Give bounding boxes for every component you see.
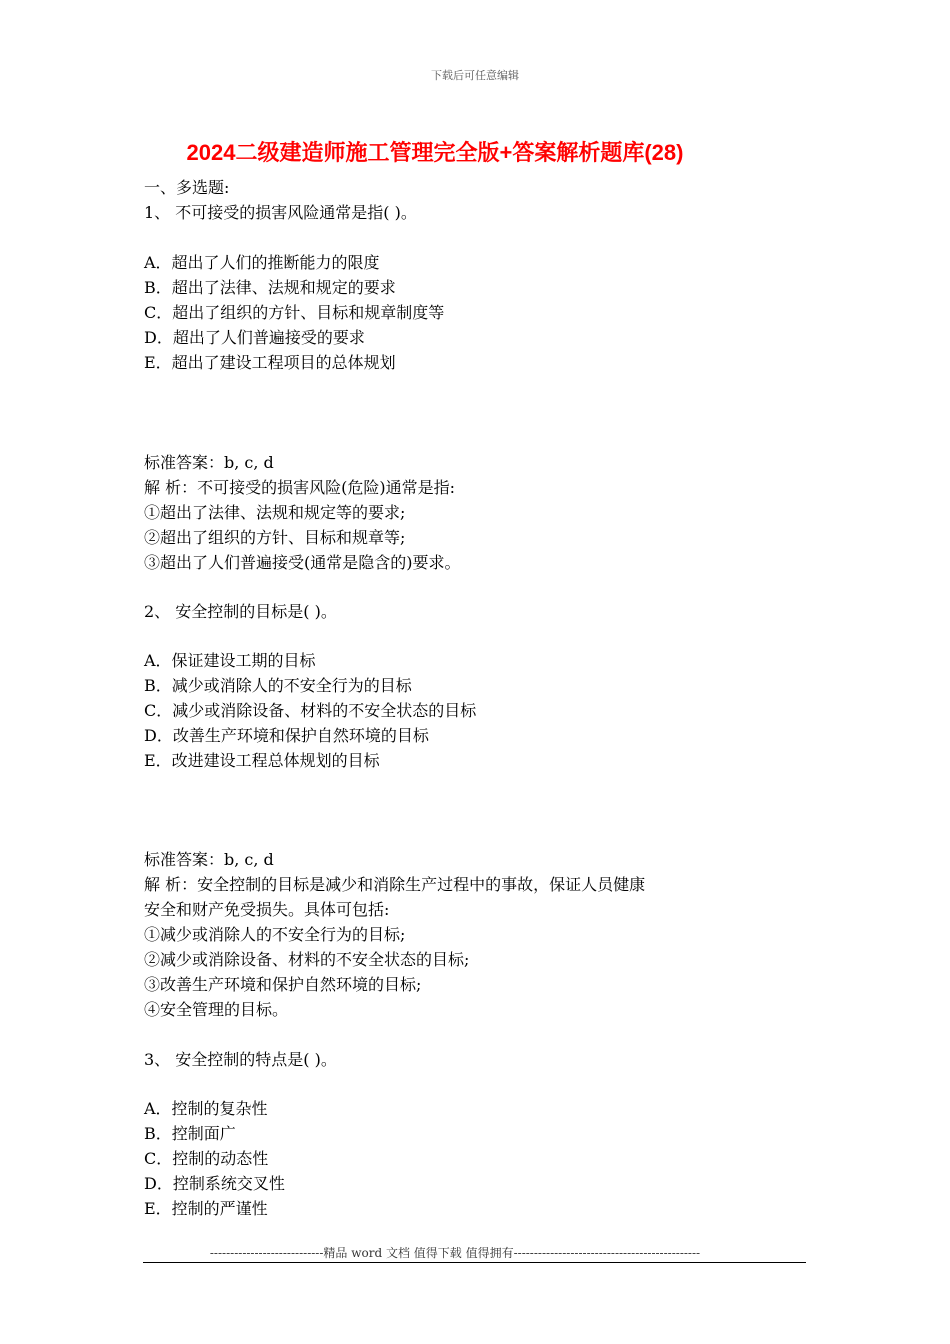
question-2-analysis-line: ④安全管理的目标。	[144, 1000, 289, 1019]
footer-divider	[143, 1262, 806, 1263]
question-1-option-e: E．超出了建设工程项目的总体规划	[144, 353, 396, 372]
question-2-option-d: D．改善生产环境和保护自然环境的目标	[144, 726, 429, 745]
question-1-analysis-line: 解 析：不可接受的损害风险(危险)通常是指:	[144, 478, 455, 497]
question-1-option-b: B．超出了法律、法规和规定的要求	[144, 278, 396, 297]
question-2-analysis-line: 安全和财产免受损失。具体可包括:	[144, 900, 390, 919]
question-1-analysis-line: ①超出了法律、法规和规定等的要求;	[144, 503, 406, 522]
question-1-option-a: A．超出了人们的推断能力的限度	[144, 253, 380, 272]
question-1-analysis-line: ②超出了组织的方针、目标和规章等;	[144, 528, 406, 547]
question-2-analysis-line: 解 析：安全控制的目标是减少和消除生产过程中的事故，保证人员健康	[144, 875, 646, 894]
question-2-option-b: B．减少或消除人的不安全行为的目标	[144, 676, 412, 695]
document-title: 2024二级建造师施工管理完全版+答案解析题库(28)	[186, 140, 684, 165]
question-3-option-b: B．控制面广	[144, 1124, 236, 1143]
question-3-option-e: E．控制的严谨性	[144, 1199, 268, 1218]
question-2-option-c: C．减少或消除设备、材料的不安全状态的目标	[144, 701, 477, 720]
footer-note: ----------------------------精品 word 文档 值得下载 值得拥有----------------------------------------------	[209, 1246, 701, 1260]
question-2-analysis-line: ①减少或消除人的不安全行为的目标;	[144, 925, 406, 944]
question-3-stem: 3、 安全控制的特点是( )。	[144, 1050, 337, 1069]
question-2-stem: 2、 安全控制的目标是( )。	[144, 602, 337, 621]
section-heading: 一、多选题:	[144, 178, 230, 197]
question-2-answer: 标准答案：b, c, d	[144, 850, 274, 869]
question-2-option-a: A．保证建设工期的目标	[144, 651, 316, 670]
question-1-option-d: D．超出了人们普遍接受的要求	[144, 328, 365, 347]
question-3-option-d: D．控制系统交叉性	[144, 1174, 285, 1193]
question-1-option-c: C．超出了组织的方针、目标和规章制度等	[144, 303, 445, 322]
question-2-analysis-line: ③改善生产环境和保护自然环境的目标;	[144, 975, 422, 994]
question-2-option-e: E．改进建设工程总体规划的目标	[144, 751, 380, 770]
question-1-answer: 标准答案：b, c, d	[144, 453, 274, 472]
question-2-analysis-line: ②减少或消除设备、材料的不安全状态的目标;	[144, 950, 470, 969]
header-note: 下载后可任意编辑	[431, 69, 519, 82]
question-3-option-c: C．控制的动态性	[144, 1149, 269, 1168]
question-1-stem: 1、 不可接受的损害风险通常是指( )。	[144, 203, 417, 222]
question-1-analysis-line: ③超出了人们普遍接受(通常是隐含的)要求。	[144, 553, 461, 572]
question-3-option-a: A．控制的复杂性	[144, 1099, 268, 1118]
